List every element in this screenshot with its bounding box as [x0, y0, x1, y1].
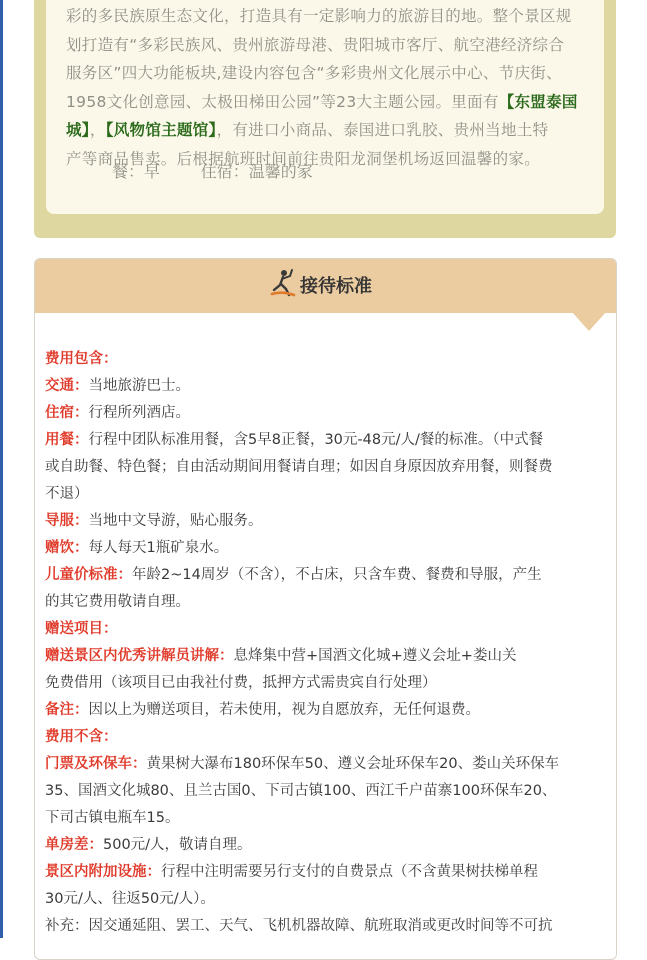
meal-info: 餐：早 — [112, 162, 161, 181]
detail-line — [45, 832, 610, 859]
detail-line — [45, 454, 610, 481]
detail-line — [45, 643, 610, 670]
detail-line — [45, 886, 610, 913]
detail-text: 息烽集中营+国酒文化城+遵义会址+娄山关 — [233, 648, 517, 664]
itinerary-text: ， — [89, 121, 106, 139]
detail-label: 赠饮： — [45, 540, 89, 556]
detail-text: 行程中注明需要另行支付的自费景点（不含黄果树扶梯单程 — [161, 864, 538, 880]
detail-text: 行程中团队标准用餐，含5早8正餐，30元-48元/人/餐的标准。（中式餐 — [88, 432, 544, 448]
itinerary-meta — [112, 159, 313, 182]
itinerary-description — [66, 2, 600, 173]
detail-text: 黄果树大瀑布180环保车50、遵义会址环保车20、娄山关环保车 — [146, 756, 560, 772]
detail-line — [45, 859, 610, 886]
detail-line — [45, 427, 610, 454]
detail-label: 景区内附加设施： — [45, 864, 161, 880]
detail-label: 费用不含： — [45, 729, 118, 745]
detail-line — [45, 670, 610, 697]
detail-line — [45, 616, 610, 643]
detail-line — [45, 508, 610, 535]
golfer-icon — [270, 268, 296, 302]
detail-line — [45, 373, 610, 400]
section-title-wrap — [270, 268, 372, 302]
itinerary-card-inner — [46, 0, 604, 214]
detail-label: 费用包含： — [45, 351, 118, 367]
detail-text: 因以上为赠送项目，若未使用，视为自愿放弃，无任何退费。 — [88, 702, 480, 718]
detail-line — [45, 346, 610, 373]
detail-text: 当地中文导游，贴心服务。 — [88, 513, 263, 529]
lodging-info: 住宿：温馨的家 — [200, 162, 313, 181]
detail-label: 单房差： — [45, 837, 103, 853]
detail-line — [45, 589, 610, 616]
detail-text: 补充：因交通延阻、罢工、天气、飞机机器故障、航班取消或更改时间等不可抗 — [45, 918, 553, 934]
itinerary-line — [66, 88, 600, 117]
detail-label: 赠送景区内优秀讲解员讲解： — [45, 648, 234, 664]
detail-line — [45, 562, 610, 589]
highlighted-venue: 【东盟泰国 — [498, 92, 578, 111]
detail-label: 住宿： — [45, 405, 89, 421]
detail-line — [45, 400, 610, 427]
detail-label: 赠送项目： — [45, 621, 118, 637]
itinerary-card — [34, 0, 616, 238]
section-title: 接待标准 — [300, 276, 372, 297]
detail-line — [45, 805, 610, 832]
detail-text: 或自助餐、特色餐；自由活动期间用餐请自理；如因自身原因放弃用餐，则餐费 — [45, 459, 553, 475]
itinerary-text: 产等商品售卖。后根据航班时间前往贵阳龙洞堡机场返回温馨的家。 — [66, 149, 541, 168]
detail-text: 的其它费用敬请自理。 — [45, 594, 190, 610]
itinerary-line — [66, 59, 600, 88]
itinerary-line — [66, 116, 600, 145]
header-notch — [572, 312, 606, 331]
itinerary-text: ，有进口小商品、泰国进口乳胶、贵州当地土特 — [216, 121, 549, 139]
detail-text: 35、国酒文化城80、且兰古国0、下司古镇100、西江千户苗寨100环保车20、 — [45, 783, 557, 799]
detail-line — [45, 724, 610, 751]
itinerary-text: 彩的多民族原生态文化，打造具有一定影响力的旅游目的地。整个景区规 — [66, 7, 572, 25]
detail-text: 30元/人、往返50元/人）。 — [45, 891, 215, 907]
detail-label: 用餐： — [45, 432, 89, 448]
detail-label: 导服： — [45, 513, 89, 529]
detail-line — [45, 481, 610, 508]
detail-text: 下司古镇电瓶车15。 — [45, 810, 180, 826]
detail-line — [45, 535, 610, 562]
detail-text: 当地旅游巴士。 — [88, 378, 190, 394]
detail-label: 备注： — [45, 702, 89, 718]
detail-line — [45, 778, 610, 805]
detail-text: 年龄2~14周岁（不含），不占床，只含车费、餐费和导服，产生 — [132, 567, 542, 583]
reception-standard-card — [34, 258, 617, 960]
detail-line — [45, 913, 610, 940]
detail-text: 500元/人，敬请自理。 — [103, 837, 252, 853]
itinerary-text: 1958文化创意园、太极田梯田公园”等23大主题公园。里面有 — [66, 92, 499, 111]
section-header — [35, 259, 616, 313]
reception-details — [45, 346, 610, 940]
detail-label: 交通： — [45, 378, 89, 394]
itinerary-line — [66, 31, 600, 60]
detail-label: 儿童价标准： — [45, 567, 132, 583]
detail-label: 门票及环保车： — [45, 756, 147, 772]
detail-text: 免费借用（该项目已由我社付费，抵押方式需贵宾自行处理） — [45, 675, 437, 691]
itinerary-text: 服务区”四大功能板块,建设内容包含“多彩贵州文化展示中心、节庆街、 — [66, 64, 562, 82]
detail-text: 不退） — [45, 486, 89, 502]
highlighted-venue: 【风物馆主题馆】 — [105, 121, 217, 139]
detail-line — [45, 697, 610, 724]
itinerary-line — [66, 2, 600, 31]
left-edge-rule — [0, 0, 3, 938]
detail-line — [45, 751, 610, 778]
itinerary-text: 划打造有“多彩民族风、贵州旅游母港、贵阳城市客厅、航空港经济综合 — [66, 35, 565, 54]
highlighted-venue: 城】 — [66, 121, 90, 139]
detail-text: 每人每天1瓶矿泉水。 — [88, 540, 229, 556]
detail-text: 行程所列酒店。 — [88, 405, 190, 421]
